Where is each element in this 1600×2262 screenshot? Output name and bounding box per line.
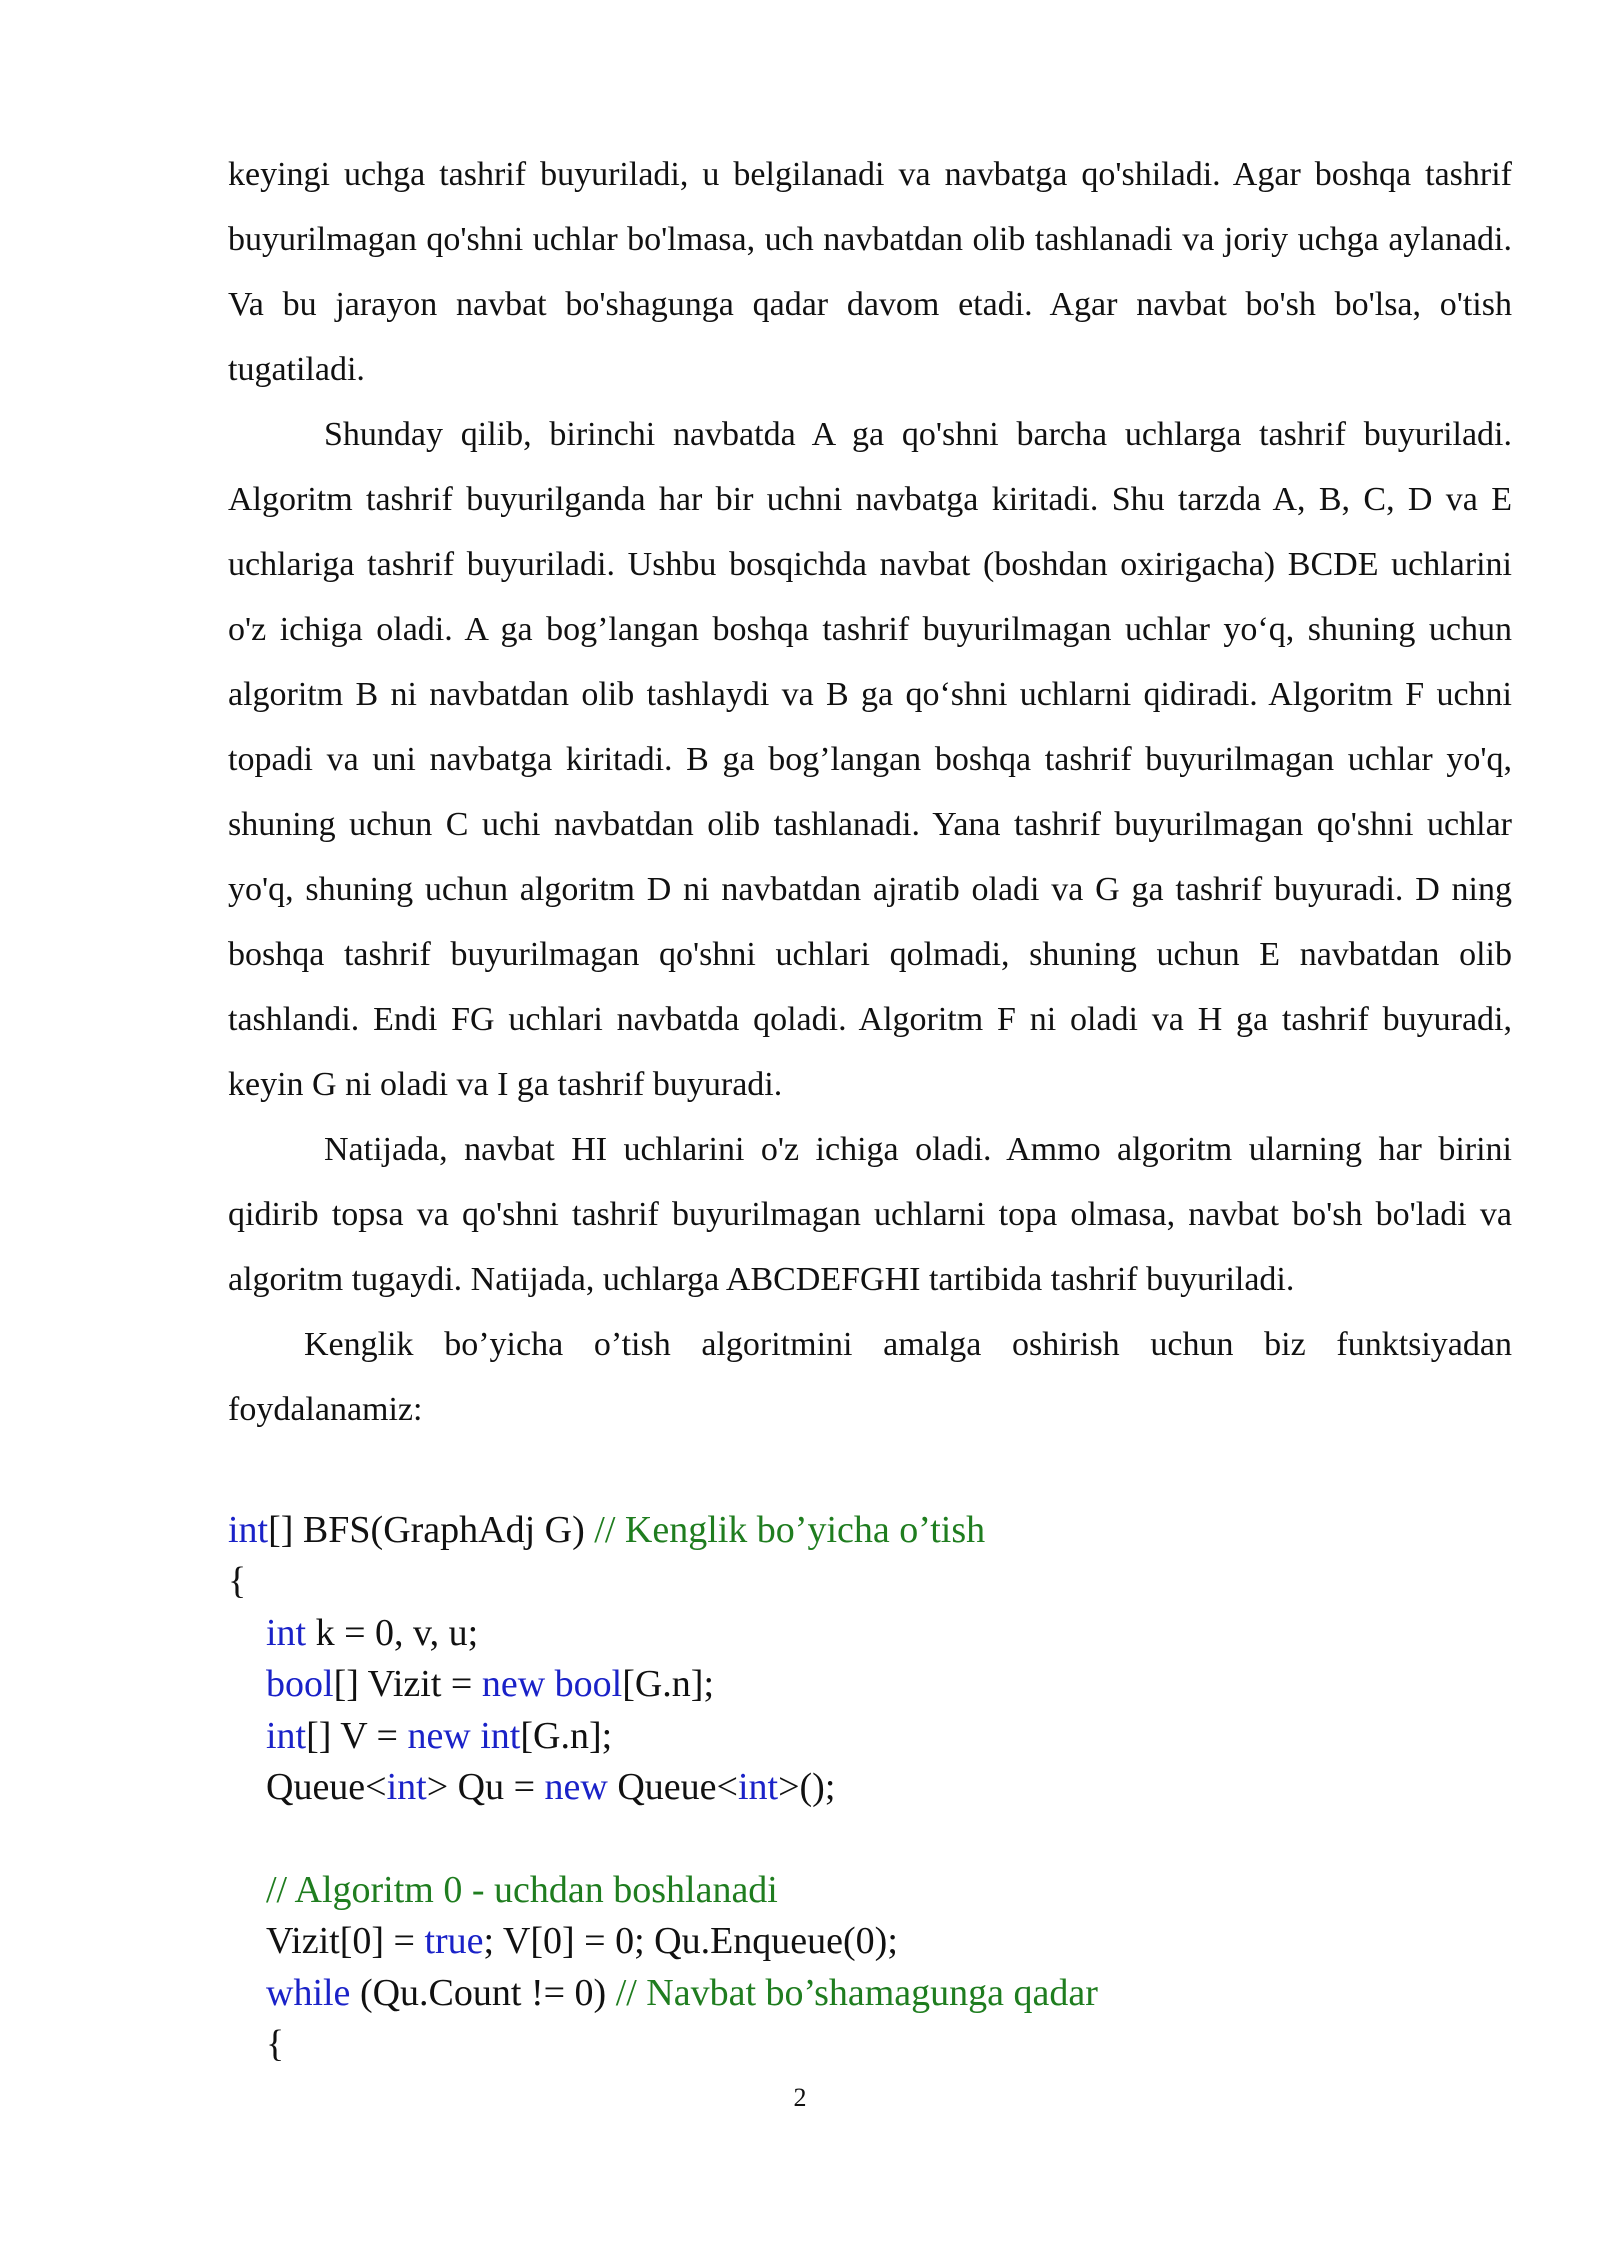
page-number: 2 [793, 2083, 807, 2112]
code-text: { [228, 1560, 247, 1603]
paragraph-intro: keyingi uchga tashrif buyuriladi, u belgilanadi va navbatga qo'shiladi. Agar boshqa tashrif buyurilmagan qo'shni uchlar bo'lmasa, uch navbatdan olib tashlanadi va joriy uchga aylanadi. Va bu jarayon navbat bo'shagunga qadar davom etadi. Agar navbat bo'sh bo'lsa, o'tish tugatiladi. [228, 156, 1512, 388]
code-line [228, 1556, 1512, 1607]
code-keyword: int [266, 1714, 307, 1757]
code-keyword: bool [266, 1663, 334, 1706]
code-comment: // Algoritm 0 - uchdan boshlanadi [266, 1868, 778, 1911]
code-keyword: int [228, 1509, 269, 1551]
code-line [228, 1608, 1512, 1659]
code-line [228, 2019, 1512, 2070]
paragraph-result: Natijada, navbat HI uchlarini o'z ichiga oladi. Ammo algoritm ularning har birini qidirib topsa va qo'shni tashrif buyurilmagan uchlarni topa olmasa, navbat bo'sh bo'ladi va algoritm tugaydi. Natijada, uchlarga ABCDEFGHI tartibida tashrif buyuriladi. [228, 1131, 1512, 1298]
paragraph-walkthrough: Shunday qilib, birinchi navbatda A ga qo'shni barcha uchlarga tashrif buyuriladi. Algoritm tashrif buyurilganda har bir uchni navbatga kiritadi. Shu tarzda A, B, C, D va E uchlariga tashrif buyuriladi. Ushbu bosqichda navbat (boshdan oxirigacha) BCDE uchlarini o'z ichiga oladi. A ga bog’langan boshqa tashrif buyurilmagan uchlar yo‘q, shuning uchun algoritm B ni navbatdan olib tashlaydi va B ga qo‘shni uchlarni qidiradi. Algoritm F uchni topadi va uni navbatga kiritadi. B ga bog’langan boshqa tashrif buyurilmagan uchlar yo'q, shuning uchun C uchi navbatdan olib tashlanadi. Yana tashrif buyurilmagan qo'shni uchlar yo'q, shuning uchun algoritm D ni navbatdan ajratib oladi va G ga tashrif buyuradi. D ning boshqa tashrif buyurilmagan qo'shni uchlari qolmadi, shuning uchun E navbatdan olib tashlandi. Endi FG uchlari navbatda qoladi. Algoritm F ni oladi va H ga tashrif buyuradi, keyin G ni oladi va I ga tashrif buyuradi. [228, 416, 1512, 1103]
code-keyword: new [481, 1663, 546, 1706]
code-text: Queue< [607, 1765, 738, 1808]
code-line [228, 1659, 1512, 1710]
code-text: { [266, 2022, 285, 2065]
code-keyword: int [386, 1765, 427, 1808]
code-line [228, 1711, 1512, 1762]
code-keyword: int [266, 1611, 307, 1654]
code-keyword: true [424, 1920, 484, 1963]
code-keyword: int [737, 1765, 779, 1808]
code-text: Queue< [266, 1765, 387, 1808]
code-line [228, 1968, 1512, 2019]
code-text: >(); [778, 1765, 836, 1808]
code-text: (Qu.Count != 0) [350, 1971, 616, 2014]
code-text: [] V = [306, 1714, 408, 1757]
code-text: [G.n]; [622, 1663, 715, 1706]
code-keyword: int [480, 1714, 521, 1757]
code-keyword: new [544, 1765, 608, 1808]
code-text: ; V[0] = 0; Qu.Enqueue(0); [483, 1920, 898, 1963]
code-text [545, 1663, 555, 1705]
code-text: [G.n]; [520, 1714, 613, 1757]
code-text: k = 0, v, u; [306, 1611, 479, 1654]
code-comment: // Kenglik bo’yicha o’tish [594, 1509, 986, 1551]
code-line [228, 1813, 1512, 1864]
code-text: Vizit[0] = [266, 1920, 425, 1963]
code-keyword: bool [554, 1663, 623, 1706]
code-keyword: new [407, 1714, 471, 1757]
code-line [228, 1916, 1512, 1967]
body-text [228, 142, 1512, 1442]
code-line [228, 1505, 1512, 1556]
code-text: [] Vizit = [333, 1663, 482, 1706]
code-comment: // Navbat bo’shamagunga qadar [615, 1971, 1098, 2014]
paragraph-function-intro: Kenglik bo’yicha o’tish algoritmini amalga oshirish uchun biz funktsiyadan foydalanamiz: [228, 1326, 1512, 1428]
code-text [471, 1715, 481, 1757]
code-keyword: while [266, 1971, 351, 2014]
code-text: > Qu = [426, 1765, 545, 1808]
code-line [228, 1865, 1512, 1916]
code-line [228, 1762, 1512, 1813]
code-listing [228, 1505, 1512, 2070]
code-text: [] BFS(GraphAdj G) [268, 1509, 595, 1551]
